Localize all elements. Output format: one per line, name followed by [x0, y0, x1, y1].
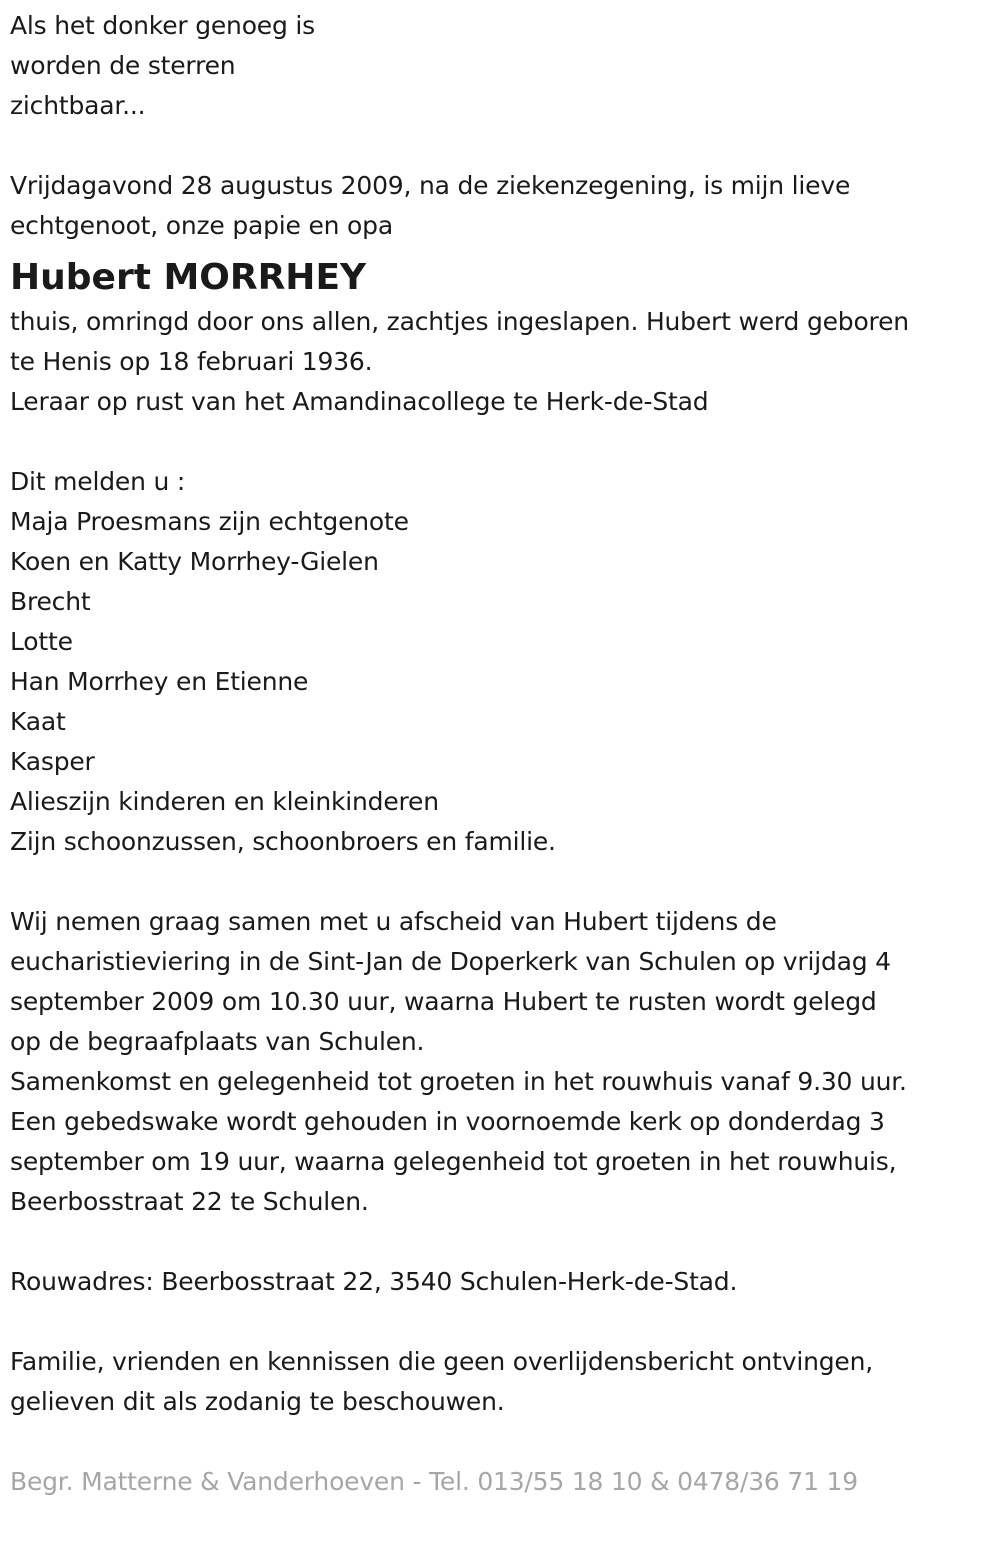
spacer	[10, 126, 990, 166]
obituary-page	[0, 6, 1000, 1556]
spacer	[10, 1302, 990, 1342]
details-line: Leraar op rust van het Amandinacollege te Herk-de-Stad	[10, 387, 709, 416]
spacer	[10, 862, 990, 902]
ceremony-line: Samenkomst en gelegenheid tot groeten in het rouwhuis vanaf 9.30 uur.	[10, 1067, 907, 1096]
family-member: Kasper	[10, 747, 95, 776]
family-member: Koen en Katty Morrhey-Gielen	[10, 547, 379, 576]
ceremony-info	[10, 902, 990, 1222]
announcement-line: Vrijdagavond 28 augustus 2009, na de ziekenzegening, is mijn lieve	[10, 171, 851, 200]
announcement-line: echtgenoot, onze papie en opa	[10, 211, 393, 240]
motto-line: worden de sterren	[10, 51, 236, 80]
ceremony-line: september om 19 uur, waarna gelegenheid tot groeten in het rouwhuis,	[10, 1147, 897, 1176]
ceremony-line: Een gebedswake wordt gehouden in voornoemde kerk op donderdag 3	[10, 1107, 885, 1136]
mourning-address: Rouwadres: Beerbosstraat 22, 3540 Schulen-Herk-de-Stad.	[10, 1267, 738, 1296]
family-member: Alieszijn kinderen en kleinkinderen	[10, 787, 439, 816]
notice	[10, 1342, 990, 1422]
family-list	[10, 462, 990, 862]
family-member: Lotte	[10, 627, 73, 656]
motto-line: zichtbaar...	[10, 91, 146, 120]
motto	[10, 6, 990, 126]
announcement	[10, 166, 990, 246]
funeral-home-footer: Begr. Matterne & Vanderhoeven - Tel. 013/55 18 10 & 0478/36 71 19	[10, 1467, 858, 1496]
family-member: Kaat	[10, 707, 66, 736]
ceremony-line: eucharistieviering in de Sint-Jan de Doperkerk van Schulen op vrijdag 4	[10, 947, 891, 976]
details	[10, 302, 990, 422]
notice-line: gelieven dit als zodanig te beschouwen.	[10, 1387, 505, 1416]
spacer	[10, 1222, 990, 1262]
motto-line: Als het donker genoeg is	[10, 11, 315, 40]
family-member: Maja Proesmans zijn echtgenote	[10, 507, 409, 536]
family-member: Zijn schoonzussen, schoonbroers en familie.	[10, 827, 556, 856]
family-member: Han Morrhey en Etienne	[10, 667, 309, 696]
ceremony-line: Wij nemen graag samen met u afscheid van Hubert tijdens de	[10, 907, 777, 936]
details-line: te Henis op 18 februari 1936.	[10, 347, 373, 376]
family-member: Brecht	[10, 587, 91, 616]
spacer	[10, 422, 990, 462]
ceremony-line: op de begraafplaats van Schulen.	[10, 1027, 425, 1056]
ceremony-line: Beerbosstraat 22 te Schulen.	[10, 1187, 369, 1216]
deceased-name: Hubert MORRHEY	[10, 257, 367, 298]
ceremony-line: september 2009 om 10.30 uur, waarna Hubert te rusten wordt gelegd	[10, 987, 877, 1016]
family-intro: Dit melden u :	[10, 467, 186, 496]
details-line: thuis, omringd door ons allen, zachtjes ingeslapen. Hubert werd geboren	[10, 307, 909, 336]
notice-line: Familie, vrienden en kennissen die geen overlijdensbericht ontvingen,	[10, 1347, 874, 1376]
